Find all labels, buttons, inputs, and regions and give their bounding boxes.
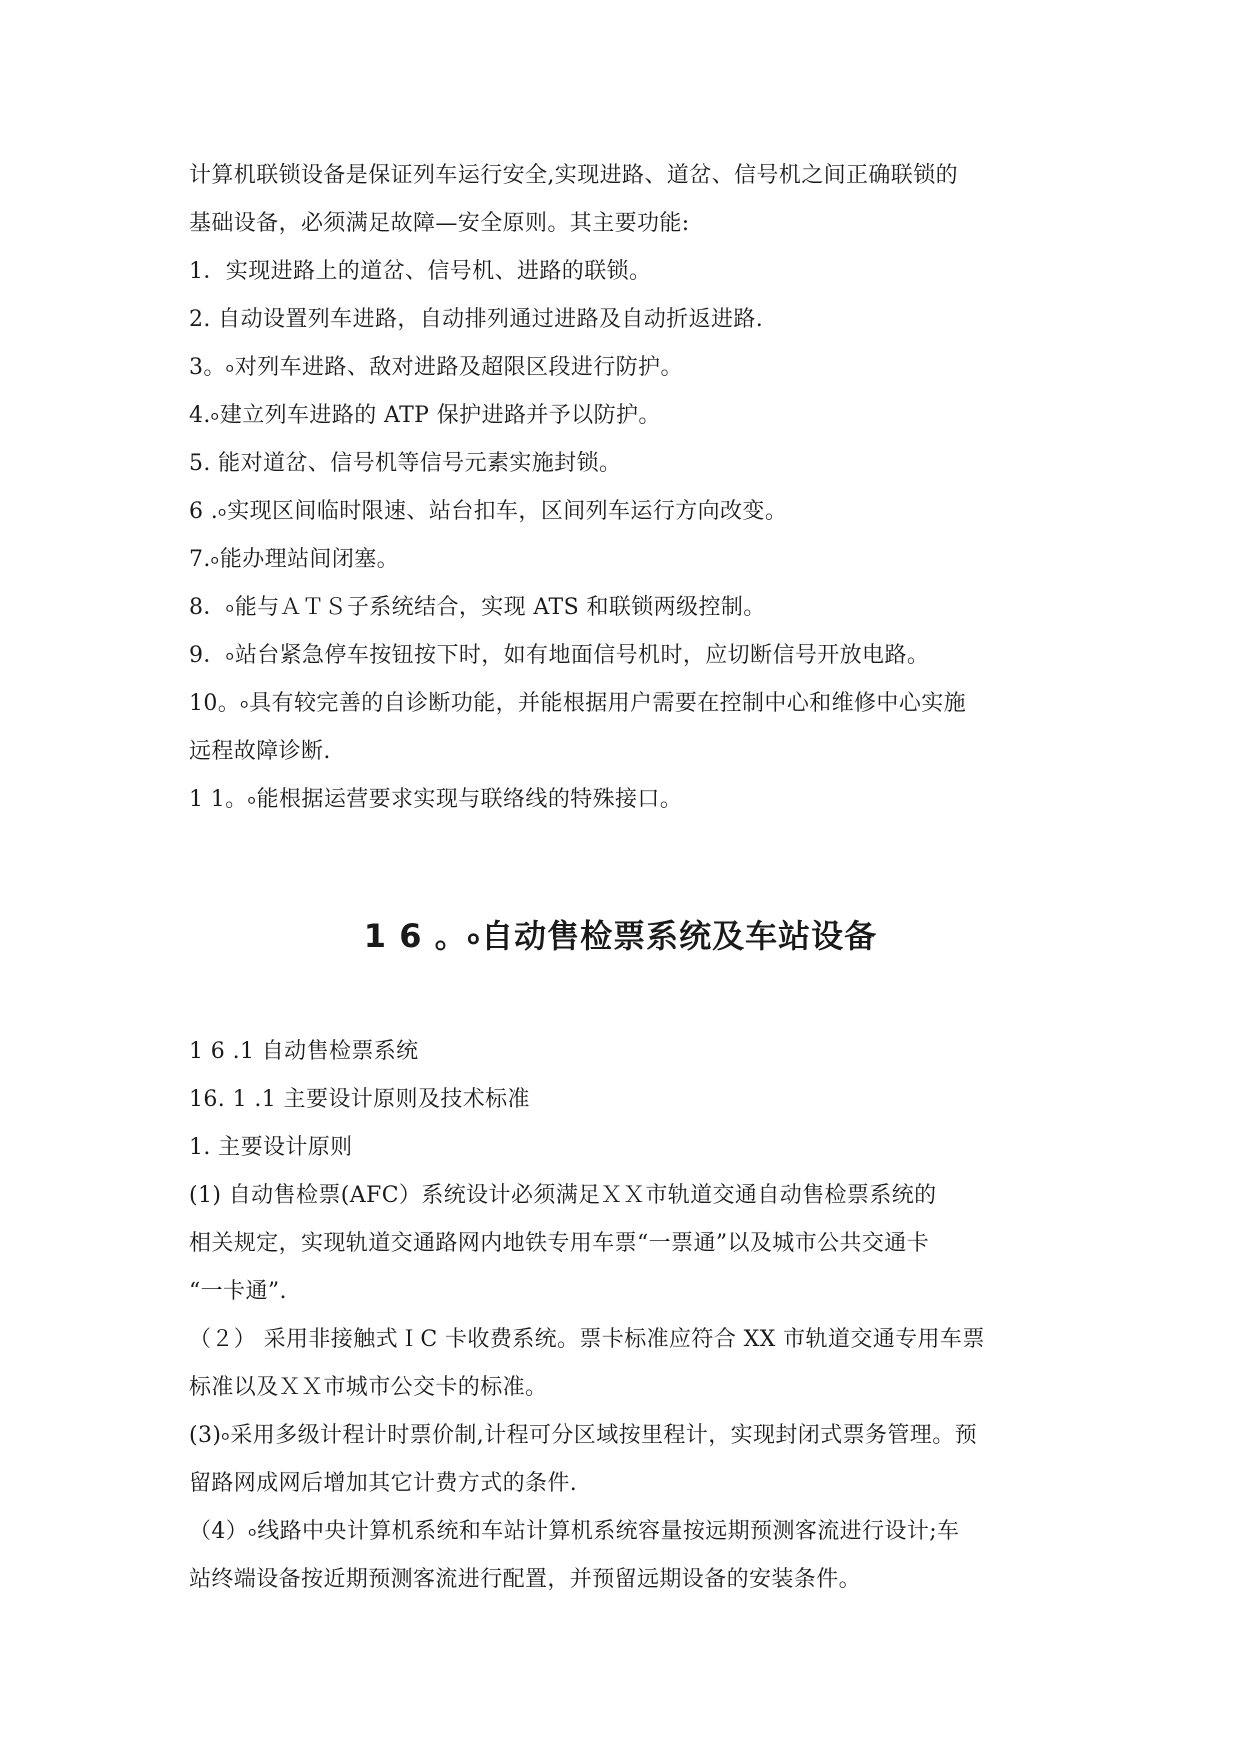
list-item: 8．৹能与ＡＴＳ子系统结合，实现 ATS 和联锁两级控制。 — [189, 595, 766, 620]
subsection-title: 1 6 .1 自动售检票系统 — [189, 1039, 419, 1064]
list-item: 4.৹建立列车进路的 ATP 保护进路并予以防护。 — [189, 403, 661, 428]
subsection-title: 16. 1 .1 主要设计原则及技术标准 — [189, 1087, 530, 1112]
text-line: (3)৹采用多级计程计时票价制,计程可分区域按里程计，实现封闭式票务管理。预 — [189, 1423, 977, 1448]
text-line: 站终端设备按近期预测客流进行配置，并预留远期设备的安装条件。 — [189, 1567, 862, 1592]
list-item: 5. 能对道岔、信号机等信号元素实施封锁。 — [189, 451, 622, 476]
list-item: 1．实现进路上的道岔、信号机、进路的联锁。 — [189, 259, 652, 284]
text-line: 基础设备，必须满足故障—安全原则。其主要功能: — [189, 211, 690, 236]
list-item: 3。৹对列车进路、敌对进路及超限区段进行防护。 — [189, 355, 683, 380]
text-line: 相关规定，实现轨道交通路网内地铁专用车票“一票通”以及城市公共交通卡 — [189, 1231, 930, 1256]
subsection-title: 1. 主要设计原则 — [189, 1135, 353, 1160]
text-line: (1) 自动售检票(AFC）系统设计必须满足ＸＸ市轨道交通自动售检票系统的 — [189, 1183, 937, 1208]
text-line: 标准以及ＸＸ市城市公交卡的标准。 — [189, 1375, 548, 1400]
text-line: （２） 采用非接触式ＩC 卡收费系统。票卡标准应符合 XX 市轨道交通专用车票 — [189, 1327, 985, 1352]
section-text-block — [189, 1028, 1051, 1604]
list-item: 6 .৹实现区间临时限速、站台扣车，区间列车运行方向改变。 — [189, 499, 788, 524]
text-line: （4）৹线路中央计算机系统和车站计算机系统容量按远期预测客流进行设计;车 — [189, 1519, 960, 1544]
list-item: 10。৹具有较完善的自诊断功能，并能根据用户需要在控制中心和维修中心实施 — [189, 691, 967, 716]
list-item: 7.৹能办理站间闭塞。 — [189, 547, 400, 572]
list-item: 2. 自动设置列车进路，自动排列通过进路及自动折返进路. — [189, 307, 764, 332]
list-item: 9．৹站台紧急停车按钮按下时，如有地面信号机时，应切断信号开放电路。 — [189, 643, 930, 668]
text-line: “一卡通”. — [189, 1279, 287, 1304]
intro-text-block — [189, 152, 1051, 824]
text-line: 留路网成网后增加其它计费方式的条件. — [189, 1471, 578, 1496]
list-item: 1 1。৹能根据运营要求实现与联络线的特殊接口。 — [189, 787, 683, 812]
text-line: 计算机联锁设备是保证列车运行安全,实现进路、道岔、信号机之间正确联锁的 — [189, 163, 958, 188]
section-heading: 1 6 。৹自动售检票系统及车站设备 — [363, 917, 878, 955]
list-item-continuation: 远程故障诊断. — [189, 739, 331, 764]
